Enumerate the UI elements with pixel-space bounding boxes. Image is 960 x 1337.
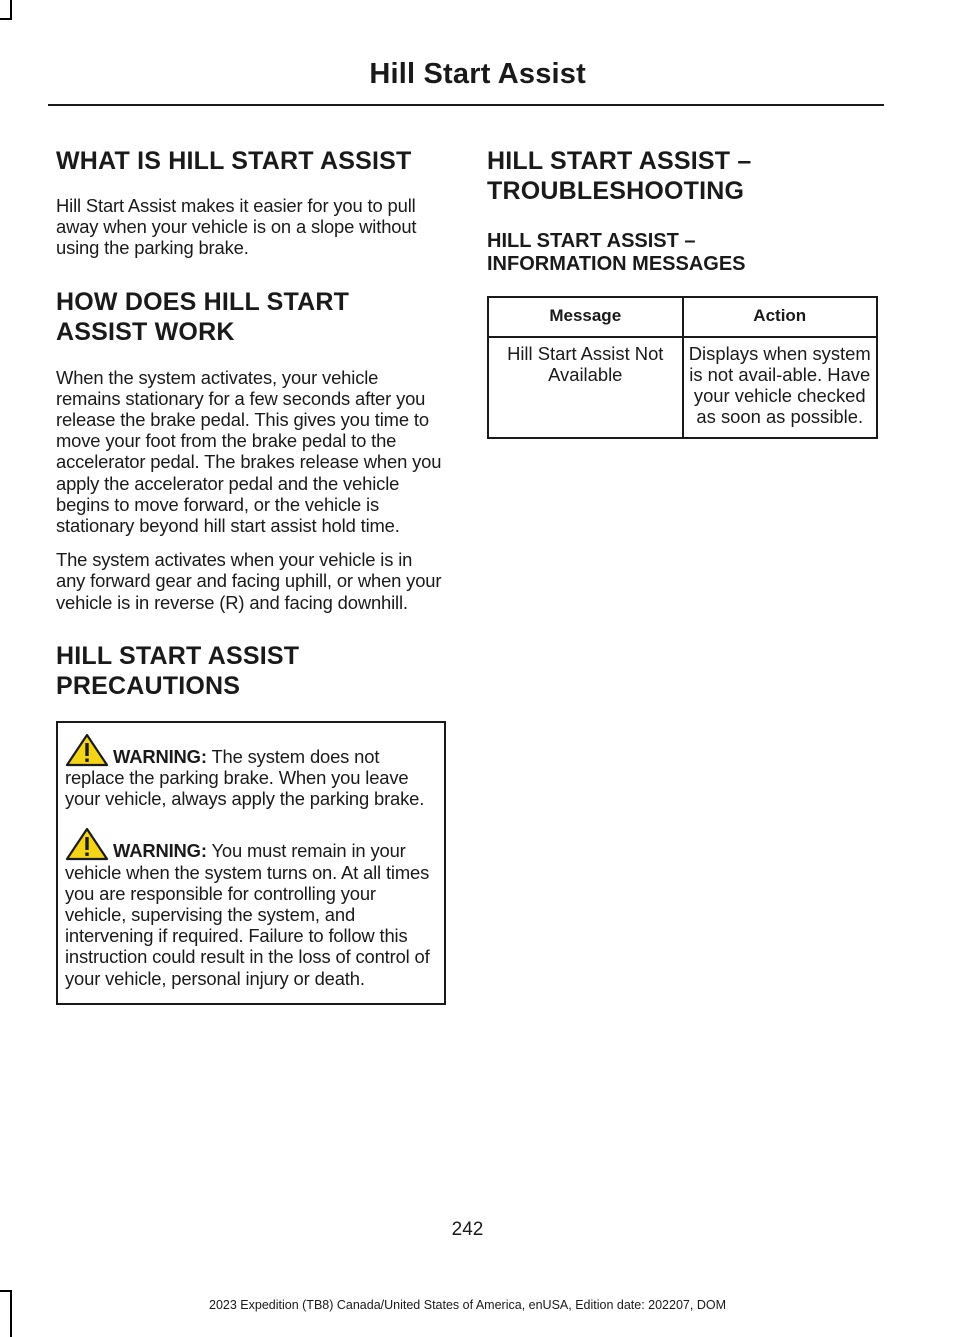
- section-heading-troubleshooting: [487, 146, 878, 206]
- heading-line: HILL START ASSIST –: [487, 230, 696, 252]
- warning-label: WARNING:: [113, 745, 207, 767]
- heading-line: INFORMATION MESSAGES: [487, 253, 746, 275]
- table-cell-message: Hill Start Assist Not Available: [488, 337, 683, 438]
- section-body-what-is: Hill Start Assist makes it easier for you to pull away when your vehicle is on a slope without using the parking brake.: [56, 195, 417, 259]
- column-header-message: Message: [488, 297, 683, 337]
- section-heading-what-is: WHAT IS HILL START ASSIST: [56, 147, 412, 175]
- crop-mark: [0, 1290, 12, 1292]
- left-column: [56, 146, 446, 1005]
- column-header-action: Action: [683, 297, 878, 337]
- section-heading-how-does: [56, 287, 446, 347]
- heading-line: TROUBLESHOOTING: [487, 177, 745, 205]
- section-body-how-does-2: The system activates when your vehicle is in any forward gear and facing uphill, or when your vehicle is in reverse (R) and facing downhill.: [56, 549, 442, 613]
- heading-line: HILL START ASSIST: [56, 641, 300, 670]
- crop-mark: [10, 0, 12, 20]
- crop-mark: [0, 18, 12, 20]
- table-cell-action: Displays when system is not avail-able. Have your vehicle checked as soon as possible.: [683, 337, 878, 438]
- warning-text: You must remain in your vehicle when the system turns on. At all times you are responsible for controlling your vehicle, supervising the system, and intervening if required. Failure to follow this instruction could result in the loss of control of your vehicle, personal injury or death.: [65, 840, 430, 989]
- right-column: [487, 146, 878, 439]
- warning-triangle-icon: [65, 827, 109, 861]
- heading-line: HOW DOES HILL START: [56, 287, 350, 316]
- header-divider: [48, 104, 884, 106]
- information-messages-table: [487, 296, 878, 439]
- table-row: [488, 337, 877, 438]
- warning-item: [65, 733, 438, 810]
- subsection-heading-information-messages: [487, 230, 878, 276]
- warning-text: The system does not replace the parking brake. When you leave your vehicle, always apply the parking brake.: [65, 745, 425, 810]
- section-body-how-does-1: When the system activates, your vehicle remains stationary for a few seconds after you release the brake pedal. This gives you time to move your foot from the brake pedal to the accelerator pedal. The brakes release when you apply the accelerator pedal and the vehicle begins to move forward, or the vehicle is stationary beyond hill start assist hold time.: [56, 366, 442, 537]
- edition-footer: 2023 Expedition (TB8) Canada/United States of America, enUSA, Edition date: 202207, DOM: [209, 1298, 726, 1312]
- warning-label: WARNING:: [113, 840, 207, 862]
- warning-item: [65, 827, 438, 988]
- warning-triangle-icon: [65, 733, 109, 767]
- table-header-row: [488, 297, 877, 337]
- heading-line: PRECAUTIONS: [56, 671, 241, 700]
- heading-line: ASSIST WORK: [56, 317, 235, 346]
- page-header-title: Hill Start Assist: [369, 58, 586, 90]
- heading-line: HILL START ASSIST –: [487, 147, 752, 175]
- warning-box: [56, 721, 446, 1005]
- section-heading-precautions: [56, 641, 446, 701]
- page-number: 242: [451, 1219, 484, 1240]
